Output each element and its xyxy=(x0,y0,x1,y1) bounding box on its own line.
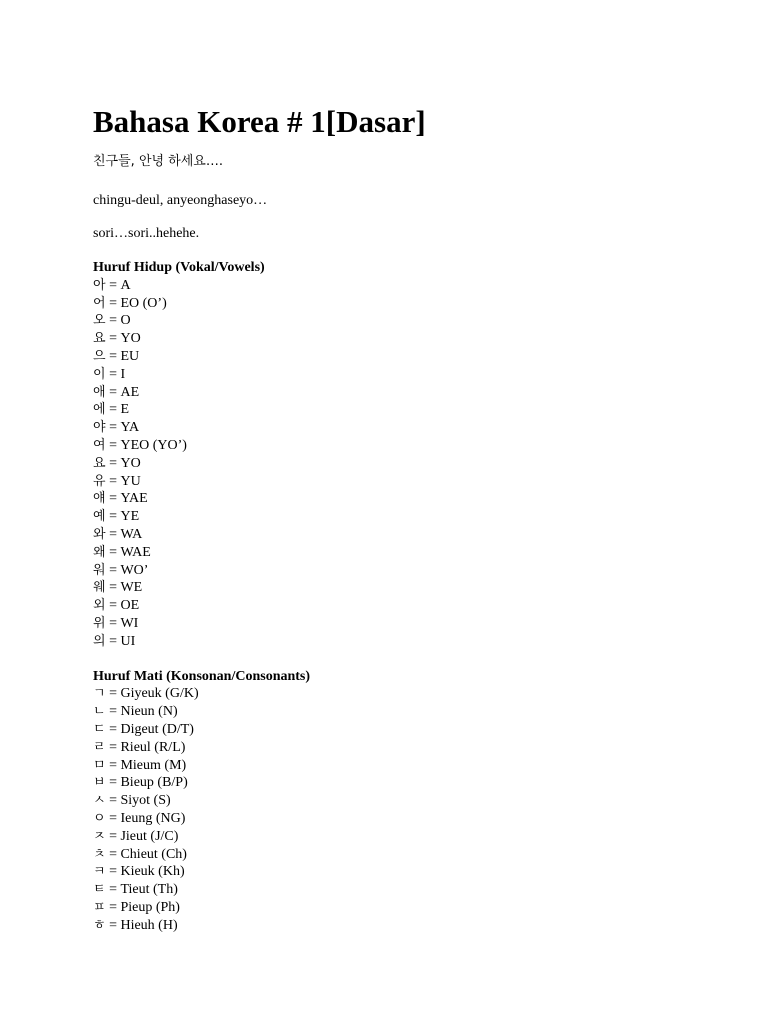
romanization: Tieut (Th) xyxy=(120,882,178,898)
romanization: WO’ xyxy=(120,562,149,578)
vowel-row xyxy=(93,419,733,437)
equals-sign: = xyxy=(109,828,117,844)
equals-sign: = xyxy=(109,615,117,631)
romanization: Siyot (S) xyxy=(120,793,171,809)
equals-sign: = xyxy=(109,598,117,614)
hangul-character: 야 xyxy=(93,420,106,436)
hangul-character: 여 xyxy=(93,437,106,453)
hangul-character: ㅎ xyxy=(93,917,106,933)
vowel-row xyxy=(93,490,733,508)
vowel-row xyxy=(93,633,733,651)
equals-sign: = xyxy=(109,313,117,329)
document-page xyxy=(93,104,733,934)
hangul-character: 요 xyxy=(93,331,106,347)
hangul-character: 웨 xyxy=(93,580,106,596)
romanization: YEO (YO’) xyxy=(120,437,187,453)
vowel-row xyxy=(93,384,733,402)
hangul-character: 오 xyxy=(93,313,106,329)
romanization: Bieup (B/P) xyxy=(120,775,188,791)
equals-sign: = xyxy=(109,277,117,293)
equals-sign: = xyxy=(109,882,117,898)
equals-sign: = xyxy=(109,810,117,826)
vowel-row xyxy=(93,366,733,384)
consonant-row xyxy=(93,685,733,703)
romanization: YAE xyxy=(120,491,148,507)
vowel-row xyxy=(93,526,733,544)
hangul-character: ㄱ xyxy=(93,686,106,702)
consonant-row xyxy=(93,846,733,864)
hangul-character: ㅇ xyxy=(93,810,106,826)
hangul-character: 예 xyxy=(93,509,106,525)
romanization: YO xyxy=(120,331,141,347)
vowel-row xyxy=(93,508,733,526)
hangul-character: ㅂ xyxy=(93,775,106,791)
consonant-row xyxy=(93,774,733,792)
equals-sign: = xyxy=(109,899,117,915)
hangul-character: ㅊ xyxy=(93,846,106,862)
consonant-row xyxy=(93,917,733,935)
romanization: Kieuk (Kh) xyxy=(120,864,185,880)
consonant-row xyxy=(93,792,733,810)
hangul-character: 왜 xyxy=(93,544,106,560)
hangul-character: 와 xyxy=(93,526,106,542)
vowel-row xyxy=(93,597,733,615)
romanization: Ieung (NG) xyxy=(120,810,186,826)
equals-sign: = xyxy=(109,739,117,755)
vowel-row xyxy=(93,562,733,580)
hangul-character: 워 xyxy=(93,562,106,578)
consonant-row xyxy=(93,703,733,721)
romanization: WAE xyxy=(120,544,151,560)
equals-sign: = xyxy=(109,580,117,596)
greeting-romanized: chingu-deul, anyeonghaseyo… xyxy=(93,193,268,208)
romanization: YU xyxy=(120,473,141,489)
romanization: WE xyxy=(120,580,143,596)
hangul-character: ㅈ xyxy=(93,828,106,844)
equals-sign: = xyxy=(109,544,117,560)
hangul-character: 요 xyxy=(93,455,106,471)
romanization: YO xyxy=(120,455,141,471)
consonant-row xyxy=(93,721,733,739)
vowel-row xyxy=(93,579,733,597)
consonant-row xyxy=(93,810,733,828)
consonant-row xyxy=(93,757,733,775)
consonant-row xyxy=(93,881,733,899)
consonant-row xyxy=(93,863,733,881)
hangul-character: ㄹ xyxy=(93,739,106,755)
hangul-character: ㅋ xyxy=(93,864,106,880)
hangul-character: ㅍ xyxy=(93,899,106,915)
romanization: WI xyxy=(120,615,139,631)
hangul-character: ㄴ xyxy=(93,704,106,720)
vowel-row xyxy=(93,455,733,473)
equals-sign: = xyxy=(109,473,117,489)
vowel-row xyxy=(93,330,733,348)
consonant-row xyxy=(93,899,733,917)
equals-sign: = xyxy=(109,846,117,862)
romanization: EO (O’) xyxy=(120,295,167,311)
consonant-row xyxy=(93,828,733,846)
hangul-character: 아 xyxy=(93,277,106,293)
vowel-row xyxy=(93,473,733,491)
apology-text: sori…sori..hehehe. xyxy=(93,226,200,241)
equals-sign: = xyxy=(109,526,117,542)
romanization: Hieuh (H) xyxy=(120,917,178,933)
equals-sign: = xyxy=(109,917,117,933)
vowel-row xyxy=(93,348,733,366)
vowel-row xyxy=(93,312,733,330)
greeting-korean: 친구들, 안녕 하세요…. xyxy=(93,154,223,169)
romanization: OE xyxy=(120,598,140,614)
hangul-character: 에 xyxy=(93,402,106,418)
romanization: WA xyxy=(120,526,143,542)
equals-sign: = xyxy=(109,331,117,347)
equals-sign: = xyxy=(109,721,117,737)
hangul-character: ㅌ xyxy=(93,882,106,898)
hangul-character: ㅁ xyxy=(93,757,106,773)
equals-sign: = xyxy=(109,491,117,507)
equals-sign: = xyxy=(109,348,117,364)
romanization: I xyxy=(120,366,126,382)
romanization: Giyeuk (G/K) xyxy=(120,686,199,702)
romanization: Pieup (Ph) xyxy=(120,899,180,915)
equals-sign: = xyxy=(109,864,117,880)
romanization: Digeut (D/T) xyxy=(120,721,194,737)
hangul-character: ㄷ xyxy=(93,721,106,737)
consonant-list xyxy=(93,685,733,934)
romanization: AE xyxy=(120,384,140,400)
hangul-character: 애 xyxy=(93,384,106,400)
hangul-character: ㅅ xyxy=(93,793,106,809)
romanization: Mieum (M) xyxy=(120,757,187,773)
romanization: Chieut (Ch) xyxy=(120,846,187,862)
equals-sign: = xyxy=(109,633,117,649)
vowel-list xyxy=(93,277,733,651)
consonant-row xyxy=(93,739,733,757)
romanization: Rieul (R/L) xyxy=(120,739,186,755)
equals-sign: = xyxy=(109,437,117,453)
vowel-row xyxy=(93,277,733,295)
romanization: A xyxy=(120,277,131,293)
equals-sign: = xyxy=(109,402,117,418)
hangul-character: 얘 xyxy=(93,491,106,507)
hangul-character: 어 xyxy=(93,295,106,311)
romanization: UI xyxy=(120,633,136,649)
equals-sign: = xyxy=(109,509,117,525)
vowel-row xyxy=(93,615,733,633)
hangul-character: 의 xyxy=(93,633,106,649)
romanization: Nieun (N) xyxy=(120,704,178,720)
hangul-character: 유 xyxy=(93,473,106,489)
hangul-character: 외 xyxy=(93,598,106,614)
equals-sign: = xyxy=(109,455,117,471)
romanization: EU xyxy=(120,348,140,364)
romanization: O xyxy=(120,313,131,329)
equals-sign: = xyxy=(109,295,117,311)
vowels-heading: Huruf Hidup (Vokal/Vowels) xyxy=(93,260,265,275)
vowel-row xyxy=(93,544,733,562)
equals-sign: = xyxy=(109,562,117,578)
romanization: YE xyxy=(120,509,140,525)
hangul-character: 이 xyxy=(93,366,106,382)
equals-sign: = xyxy=(109,757,117,773)
vowel-row xyxy=(93,437,733,455)
vowel-row xyxy=(93,295,733,313)
equals-sign: = xyxy=(109,384,117,400)
hangul-character: 으 xyxy=(93,348,106,364)
equals-sign: = xyxy=(109,686,117,702)
equals-sign: = xyxy=(109,420,117,436)
hangul-character: 위 xyxy=(93,615,106,631)
equals-sign: = xyxy=(109,793,117,809)
romanization: Jieut (J/C) xyxy=(120,828,179,844)
equals-sign: = xyxy=(109,366,117,382)
romanization: E xyxy=(120,402,130,418)
vowel-row xyxy=(93,401,733,419)
consonants-heading: Huruf Mati (Konsonan/Consonants) xyxy=(93,668,311,684)
equals-sign: = xyxy=(109,704,117,720)
romanization: YA xyxy=(120,420,140,436)
page-title: Bahasa Korea # 1[Dasar] xyxy=(93,104,426,139)
equals-sign: = xyxy=(109,775,117,791)
